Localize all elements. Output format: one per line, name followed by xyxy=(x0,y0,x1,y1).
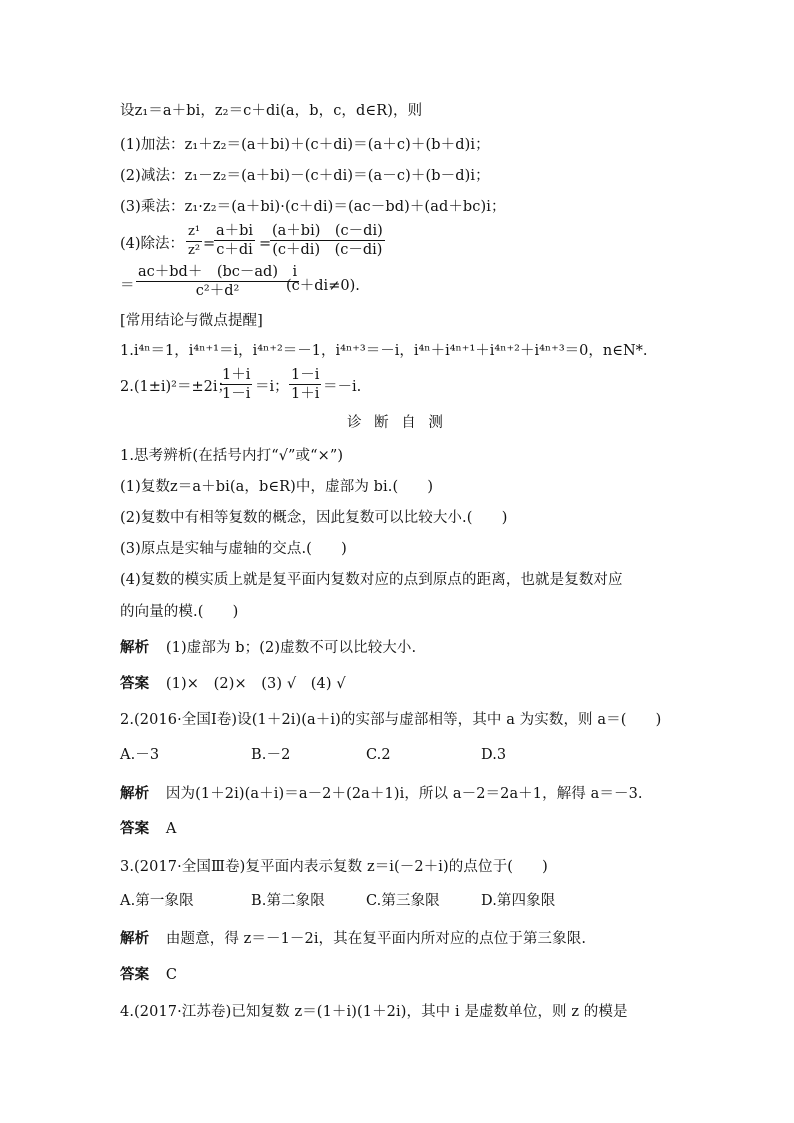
fraction-denominator: c＋di xyxy=(216,242,253,258)
fraction-1mi-over-1pi xyxy=(289,366,321,403)
analysis-label: 解析 xyxy=(120,639,150,656)
fraction-numerator: (a＋bi) (c－di) xyxy=(272,223,383,239)
equals-sign: = xyxy=(203,236,216,252)
fraction-rationalized xyxy=(270,222,385,259)
q3-option-c: C.第三象限 xyxy=(366,893,440,909)
q1-statement-2: (2)复数中有相等复数的概念，因此复数可以比较大小.( ) xyxy=(120,510,508,526)
q2-option-d: D.3 xyxy=(481,747,507,763)
q1-statement-3: (3)原点是实轴与虚轴的交点.( ) xyxy=(120,541,347,557)
q3-stem: 3.(2017·全国Ⅲ卷)复平面内表示复数 z＝i(－2＋i)的点位于( ) xyxy=(120,859,548,875)
answer-text: (1)× (2)× (3) √ (4) √ xyxy=(165,676,346,692)
q2-analysis xyxy=(120,784,643,804)
fraction-z1-over-z2 xyxy=(186,223,202,260)
q1-statement-1: (1)复数z＝a＋bi(a，b∈R)中，虚部为 bi.( ) xyxy=(120,479,434,495)
q2-answer xyxy=(120,819,177,839)
q1-answer xyxy=(120,674,346,694)
answer-text: A xyxy=(165,821,177,837)
tip-2-part-c: ＝－i. xyxy=(323,379,362,395)
q1-analysis xyxy=(120,638,416,658)
equals-sign: ＝ xyxy=(120,278,135,294)
q3-options xyxy=(120,891,555,911)
fraction-denominator: 1＋i xyxy=(291,386,320,402)
fraction-denominator: (c＋di) (c－di) xyxy=(272,242,383,258)
q2-options xyxy=(120,745,506,765)
q1-statement-4: (4)复数的模实质上就是复平面内复数对应的点到原点的距离，也就是复数对应 xyxy=(120,572,623,588)
q4-stem: 4.(2017·江苏卷)已知复数 z＝(1＋i)(1＋2i)，其中 i 是虚数单位，则 z 的模是 xyxy=(120,1004,628,1020)
analysis-text: 因为(1＋2i)(a＋i)＝a－2＋(2a＋1)i，所以 a－2＝2a＋1，解得 a＝－3. xyxy=(165,786,643,802)
answer-label: 答案 xyxy=(120,820,150,837)
q3-option-a: A.第一象限 xyxy=(120,893,194,909)
answer-text: C xyxy=(165,967,178,983)
answer-label: 答案 xyxy=(120,675,150,692)
q3-analysis xyxy=(120,929,586,949)
theory-division-label: (4)除法： xyxy=(120,236,185,252)
q3-option-b: B.第二象限 xyxy=(251,893,325,909)
fraction-division-result xyxy=(136,263,299,300)
analysis-label: 解析 xyxy=(120,930,150,947)
equals-sign: = xyxy=(259,236,272,252)
q2-option-b: B.－2 xyxy=(251,747,291,763)
fraction-numerator: z¹ xyxy=(188,224,201,239)
q2-option-a: A.－3 xyxy=(120,747,160,763)
fraction-numerator: a＋bi xyxy=(216,223,254,239)
tip-1: 1.i⁴ⁿ＝1，i⁴ⁿ⁺¹＝i，i⁴ⁿ⁺²＝－1，i⁴ⁿ⁺³＝－i，i⁴ⁿ＋i⁴ⁿ⁺¹＋i⁴ⁿ⁺²＋i⁴ⁿ⁺³＝0，n∈N*. xyxy=(120,343,648,359)
tips-header: [常用结论与微点提醒] xyxy=(120,313,263,329)
fraction-numerator: 1－i xyxy=(291,367,320,383)
fraction-a-bi-over-c-di xyxy=(214,222,255,259)
fraction-numerator: 1＋i xyxy=(222,367,251,383)
analysis-label: 解析 xyxy=(120,785,150,802)
fraction-denominator: 1－i xyxy=(222,386,251,402)
answer-label: 答案 xyxy=(120,966,150,983)
fraction-denominator: c²＋d² xyxy=(195,283,240,299)
fraction-1pi-over-1mi xyxy=(220,366,252,403)
theory-multiplication: (3)乘法：z₁·z₂＝(a＋bi)·(c＋di)＝(ac－bd)＋(ad＋bc)i； xyxy=(120,199,506,215)
theory-subtraction: (2)减法：z₁－z₂＝(a＋bi)－(c＋di)＝(a－c)＋(b－d)i； xyxy=(120,168,490,184)
theory-addition: (1)加法：z₁＋z₂＝(a＋bi)＋(c＋di)＝(a＋c)＋(b＋d)i； xyxy=(120,137,490,153)
q2-stem: 2.(2016·全国Ⅰ卷)设(1＋2i)(a＋i)的实部与虚部相等，其中 a 为实数，则 a＝( ) xyxy=(120,712,662,728)
analysis-text: (1)虚部为 b；(2)虚数不可以比较大小. xyxy=(165,640,417,656)
q1-statement-4-cont: 的向量的模.( ) xyxy=(120,604,239,620)
tip-2-part-a: 2.(1±i)²＝±2i； xyxy=(120,379,232,395)
section-title: 诊 断 自 测 xyxy=(347,415,447,431)
division-condition: (c＋di≠0). xyxy=(286,278,360,294)
q3-option-d: D.第四象限 xyxy=(481,893,556,909)
fraction-denominator: z² xyxy=(188,243,201,258)
q2-option-c: C.2 xyxy=(366,747,391,763)
tip-2-part-b: ＝i； xyxy=(255,379,289,395)
theory-intro: 设z₁＝a＋bi，z₂＝c＋di(a，b，c，d∈R)，则 xyxy=(120,103,423,119)
q1-stem: 1.思考辨析(在括号内打“√”或“×”) xyxy=(120,448,344,464)
analysis-text: 由题意，得 z＝－1－2i，其在复平面内所对应的点位于第三象限. xyxy=(165,931,587,947)
q3-answer xyxy=(120,965,177,985)
fraction-numerator: ac＋bd＋ (bc－ad) i xyxy=(138,264,298,280)
